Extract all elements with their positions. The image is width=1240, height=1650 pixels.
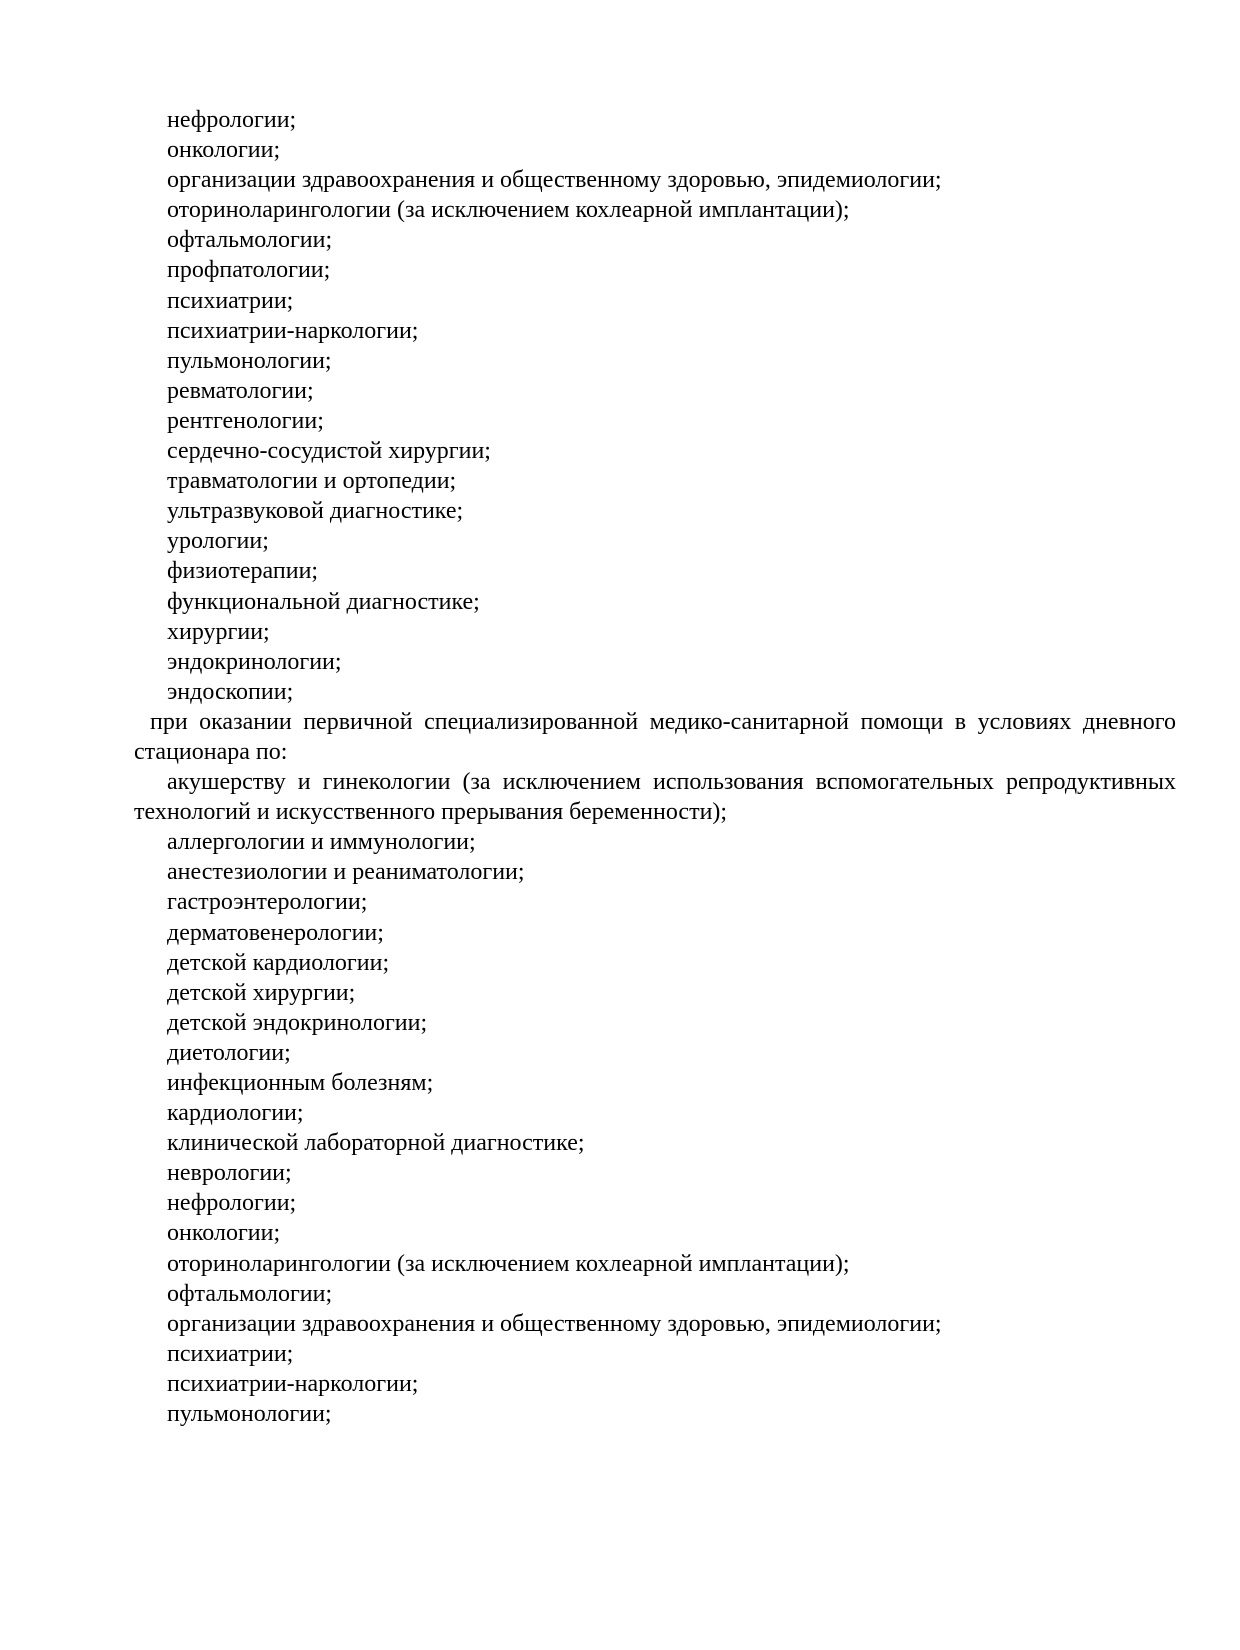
text-line: сердечно-сосудистой хирургии; — [167, 438, 491, 465]
text-line: стационара по: — [134, 738, 288, 765]
text-line: урологии; — [167, 528, 269, 555]
text-line: психиатрии-наркологии; — [167, 317, 419, 344]
text-line: физиотерапии; — [167, 558, 319, 585]
text-line: эндокринологии; — [167, 648, 342, 675]
text-line: функциональной диагностике; — [167, 588, 480, 615]
text-line: неврологии; — [167, 1160, 292, 1187]
text-line: профпатологии; — [167, 257, 331, 284]
text-line: организации здравоохранения и общественному здоровью, эпидемиологии; — [167, 1310, 942, 1337]
specialties-text-block — [134, 105, 1176, 1429]
text-line: оториноларингологии (за исключением кохлеарной имплантации); — [167, 1250, 850, 1277]
text-line: аллергологии и иммунологии; — [167, 829, 476, 856]
text-line: организации здравоохранения и общественному здоровью, эпидемиологии; — [167, 167, 942, 194]
text-line: ультразвуковой диагностике; — [167, 498, 464, 525]
text-line: дерматовенерологии; — [167, 919, 384, 946]
text-line: офтальмологии; — [167, 1280, 333, 1307]
text-line: кардиологии; — [167, 1100, 304, 1127]
text-line: детской хирургии; — [167, 979, 356, 1006]
text-line: хирургии; — [167, 618, 270, 645]
text-line: нефрологии; — [167, 1190, 297, 1217]
text-line: детской кардиологии; — [167, 949, 390, 976]
text-line: пульмонологии; — [167, 1401, 332, 1428]
text-line: при оказании первичной специализированной медико-санитарной помощи в условиях дневного — [150, 708, 1176, 735]
text-line: инфекционным болезням; — [167, 1070, 434, 1096]
text-line: анестезиологии и реаниматологии; — [167, 859, 525, 886]
text-line: рентгенологии; — [167, 407, 324, 434]
text-line: диетологии; — [167, 1039, 291, 1066]
text-line: офтальмологии; — [167, 227, 333, 254]
text-line: онкологии; — [167, 1220, 281, 1247]
text-line: детской эндокринологии; — [167, 1009, 428, 1036]
text-line: психиатрии-наркологии; — [167, 1370, 419, 1397]
text-line: эндоскопии; — [167, 678, 294, 705]
text-line: онкологии; — [167, 137, 281, 164]
text-line: ревматологии; — [167, 377, 314, 404]
text-line: гастроэнтерологии; — [167, 889, 368, 916]
text-line: оториноларингологии (за исключением кохлеарной имплантации); — [167, 197, 850, 224]
text-line: пульмонологии; — [167, 347, 332, 374]
text-line: психиатрии; — [167, 1340, 294, 1367]
text-line: нефрологии; — [167, 107, 297, 133]
text-line: акушерству и гинекологии (за исключением использования вспомогательных репродуктивных — [167, 769, 1176, 796]
text-line: травматологии и ортопедии; — [167, 468, 457, 495]
text-line: психиатрии; — [167, 287, 294, 314]
text-line: клинической лабораторной диагностике; — [167, 1130, 585, 1157]
text-line: технологий и искусственного прерывания беременности); — [134, 799, 728, 826]
